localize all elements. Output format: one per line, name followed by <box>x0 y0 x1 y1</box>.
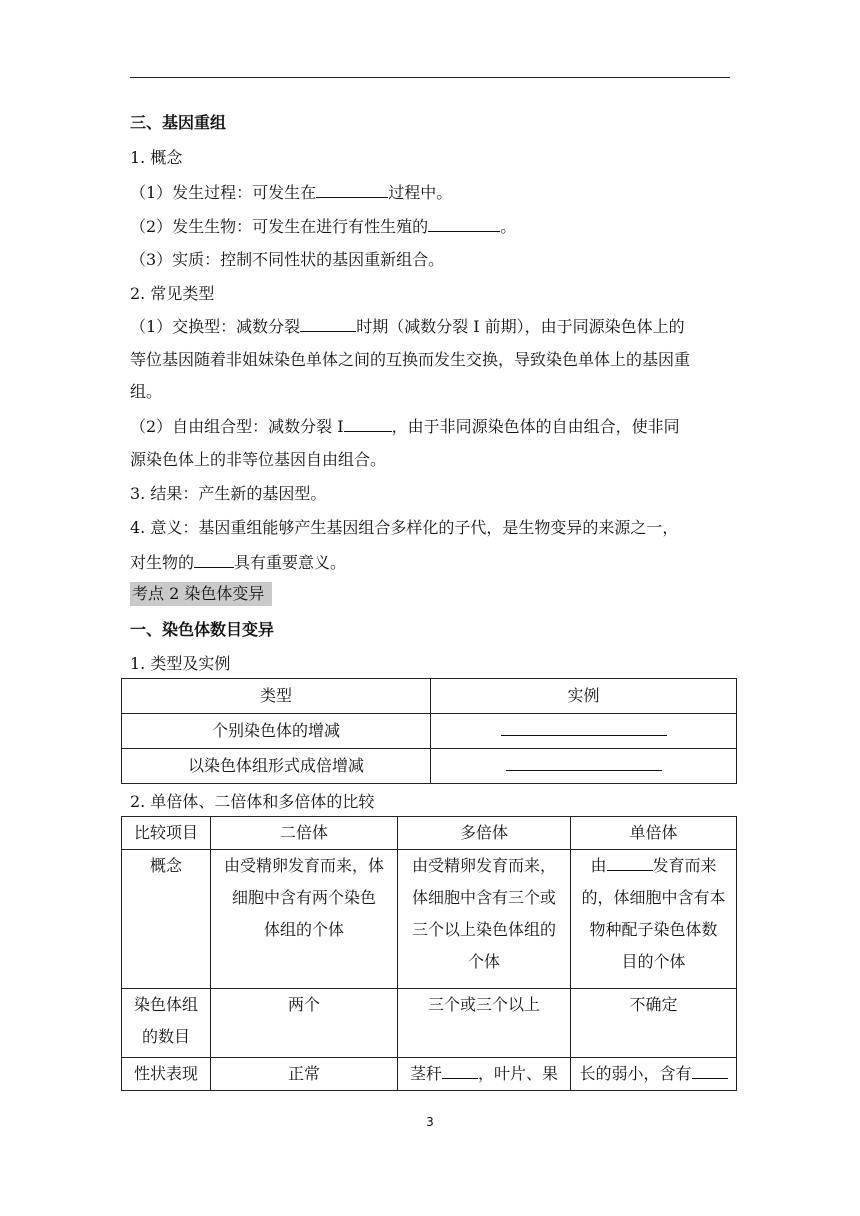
topic-2-title: 考点 2 染色体变异 <box>132 584 265 603</box>
section-title-gene-recombination: 三、基因重组 <box>130 113 227 132</box>
result-item: 3. 结果：产生新的基因型。 <box>130 484 327 503</box>
table-cell: 茎秆 ，叶片、果 <box>398 1058 571 1091</box>
table-row-label: 性状表现 <box>122 1058 211 1091</box>
table-cell: 两个 <box>211 989 398 1058</box>
meaning-line1: 4. 意义：基因重组能够产生基因组合多样化的子代，是生物变异的来源之一， <box>130 518 679 537</box>
table-cell: 由 发育而来 的，体细胞中含有本 物种配子染色体数 目的个体 <box>571 850 737 989</box>
types-heading: 2. 常见类型 <box>130 284 215 303</box>
chromosome-number-title: 一、染色体数目变异 <box>130 620 275 639</box>
type-exchange-line2: 等位基因随着非姐妹染色单体之间的互换而发生交换，导致染色单体上的基因重 <box>130 350 691 369</box>
table-cell: 三个或三个以上 <box>398 989 571 1058</box>
table-row-label: 染色体组 的数目 <box>122 989 211 1058</box>
table-header: 单倍体 <box>571 817 737 850</box>
table-cell: 由受精卵发育而来，体 细胞中含有两个染色 体组的个体 <box>211 850 398 989</box>
table-cell: 正常 <box>211 1058 398 1091</box>
concept-item-3: （3）实质：控制不同性状的基因重新组合。 <box>130 250 445 269</box>
types-examples-heading: 1. 类型及实例 <box>130 654 231 673</box>
header-rule <box>130 77 730 78</box>
blank <box>607 856 653 871</box>
blank <box>316 182 388 198</box>
concept-item-1: （1）发生过程：可发生在 过程中。 <box>130 183 453 202</box>
table-cell <box>431 714 737 749</box>
type-free-combination-line2: 源染色体上的非等位基因自由组合。 <box>130 450 387 469</box>
table-header: 比较项目 <box>122 817 211 850</box>
blank <box>506 756 662 771</box>
table-cell: 由受精卵发育而来， 体细胞中含有三个或 三个以上染色体组的 个体 <box>398 850 571 989</box>
blank <box>442 1064 478 1079</box>
blank <box>194 552 234 568</box>
table-cell: 不确定 <box>571 989 737 1058</box>
type-exchange: （1）交换型：减数分裂 时期（减数分裂 Ⅰ 前期），由于同源染色体上的 <box>130 317 685 336</box>
concept-heading: 1. 概念 <box>130 148 183 167</box>
table-cell: 以染色体组形式成倍增减 <box>122 749 431 784</box>
table-cell <box>431 749 737 784</box>
type-exchange-line3: 组。 <box>130 382 163 401</box>
blank <box>300 316 356 332</box>
blank <box>428 216 500 232</box>
ploidy-comparison-table <box>121 816 737 1091</box>
types-examples-table <box>121 678 737 784</box>
meaning-line2: 对生物的 具有重要意义。 <box>130 553 347 572</box>
blank <box>501 721 667 736</box>
blank <box>344 416 392 432</box>
table-row-label: 概念 <box>122 850 211 989</box>
table-header: 二倍体 <box>211 817 398 850</box>
table-header: 实例 <box>431 679 737 714</box>
blank <box>692 1064 728 1079</box>
table-header: 多倍体 <box>398 817 571 850</box>
comparison-heading: 2. 单倍体、二倍体和多倍体的比较 <box>130 792 375 811</box>
page-number: 3 <box>426 1115 434 1129</box>
table-cell: 长的弱小，含有 <box>571 1058 737 1091</box>
table-cell: 个别染色体的增减 <box>122 714 431 749</box>
concept-item-2: （2）发生生物：可发生在进行有性生殖的 。 <box>130 217 517 236</box>
table-header: 类型 <box>122 679 431 714</box>
type-free-combination: （2）自由组合型：减数分裂 Ⅰ ，由于非同源染色体的自由组合，使非同 <box>130 417 680 436</box>
